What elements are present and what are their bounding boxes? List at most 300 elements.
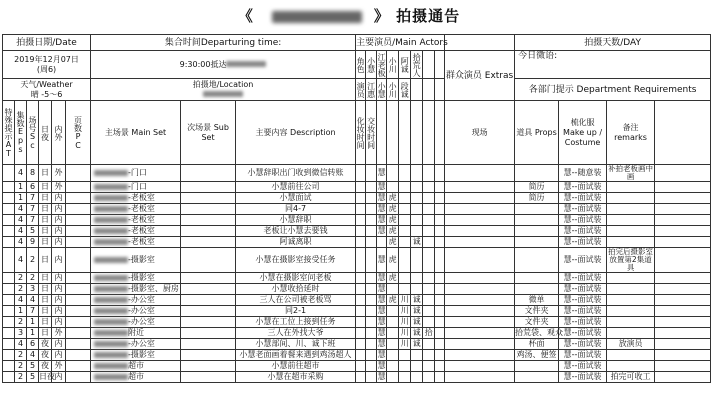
cell-episode: 1 [15,182,27,193]
cell-description: 小慧部间、川、诚下班 [236,339,356,350]
cell-description: 同4-7 [236,204,356,215]
cell-props [515,284,559,295]
cell-scene: 7 [27,204,39,215]
cell-props: 文件夹 [515,317,559,328]
cell-day-night: 夜 [39,339,52,350]
cell-int-ext: 内 [52,306,66,317]
cell-description: 小慧在超市采购 [236,372,356,383]
cell-actor-2 [387,317,399,328]
weather-cell [3,79,91,101]
cell-actor-5 [423,361,435,372]
cell-remarks [607,361,655,372]
redacted-set [94,319,128,325]
redacted-set [94,275,128,281]
cell-episode: 4 [15,215,27,226]
cell-actor-5 [423,306,435,317]
cell-description: 阿诚离职 [236,237,356,248]
cell-pages [66,204,91,215]
cell-actor-2: 虎 [388,237,397,246]
cell-actor-4 [411,193,423,204]
redacted-set [94,308,128,314]
set-text: -办公室 [128,295,155,304]
cell-blank [655,204,711,215]
cell-blank [655,328,711,339]
cell-makeup [356,328,366,339]
cell-special [3,273,15,284]
cell-actor-2 [387,339,399,350]
cell-day-night: 日 [39,317,52,328]
cell-description: 小慧前往公司 [236,182,356,193]
cell-int-ext: 内 [52,295,66,306]
cell-episode: 3 [15,328,27,339]
cell-actor-1: 慧 [377,182,386,191]
table-row [3,372,711,383]
cell-main-set [91,193,181,204]
table-row [3,165,711,182]
cell-actor-3 [399,248,411,273]
cell-episode: 1 [15,193,27,204]
actor-role: 角色 [356,51,366,79]
cell-special [3,182,15,193]
cell-actor-2 [387,328,399,339]
cell-main-set [91,248,181,273]
cell-int-ext: 外 [52,328,66,339]
cell-actor-5 [423,204,435,215]
cell-pages [66,306,91,317]
cell-props [515,215,559,226]
time-value-cell [91,51,356,79]
cell-day-night: 日 [39,295,52,306]
cell-actor-6 [435,248,445,273]
cell-blank [655,361,711,372]
mark-4: 段诚 [399,79,411,101]
cell-description: 同2-1 [236,306,356,317]
cell-ready [366,204,377,215]
table-row [3,317,711,328]
cell-props [515,165,559,182]
cell-actor-5 [423,339,435,350]
cell-actor-2 [387,165,399,182]
cell-remarks [607,215,655,226]
table-row [3,361,711,372]
cell-actor-5 [423,182,435,193]
schedule-grid [2,34,696,400]
weather-label: 天气/Weather [20,79,73,89]
redacted-set [94,286,128,292]
cell-actor-6 [435,226,445,237]
mark-3: 小川 [387,79,399,101]
cell-day-night: 日 [39,237,52,248]
cell-int-ext: 外 [52,182,66,193]
cell-extras [445,372,515,383]
set-text: -老板室 [128,204,155,213]
col-main-set: 主场景 Main Set [91,101,181,165]
cell-sub-set [181,204,236,215]
cell-actor-5 [423,226,435,237]
cell-description: 小慧在摄影室接受任务 [236,248,356,273]
cell-actor-6 [435,339,445,350]
cell-props [515,226,559,237]
cell-main-set [91,361,181,372]
cell-costume: 慧--面试装 [559,339,607,350]
col-costume: 梳化服 Make up / Costume [559,101,607,165]
cell-actor-5 [423,284,435,295]
cell-main-set [91,215,181,226]
cell-ready [366,295,377,306]
cell-actor-5: 拾 [424,328,433,337]
cell-episode: 4 [15,226,27,237]
cell-ready [366,193,377,204]
redacted-set [94,374,128,380]
cell-ready [366,350,377,361]
cell-main-set [91,182,181,193]
cell-remarks [607,317,655,328]
cell-actor-1: 慧 [377,306,386,315]
col-remarks: 备注 remarks [607,101,655,165]
cell-actor-4 [411,361,423,372]
cell-actor-6 [435,328,445,339]
table-row [3,350,711,361]
cell-ready [366,226,377,237]
cell-remarks [607,237,655,248]
cell-description: 小慧辞职出门收到微信转账 [236,165,356,182]
cell-makeup [356,182,366,193]
actor-3: 小川 [387,51,399,79]
cell-actor-2: 虎 [388,226,397,235]
cell-actor-3 [399,182,411,193]
set-text: 附近 [128,328,145,337]
cell-special [3,306,15,317]
cell-pages [66,317,91,328]
today-say: 今日微语: [515,51,711,79]
mark-2: 小慧 [377,79,387,101]
cell-sub-set [181,372,236,383]
cell-blank [655,350,711,361]
cell-actor-1: 慧 [377,372,386,381]
cell-props [515,248,559,273]
cell-ready [366,328,377,339]
cell-actor-4 [411,284,423,295]
cell-actor-1: 慧 [377,284,386,293]
cell-actor-4: 诚 [412,237,421,246]
cell-costume: 慧--面试装 [559,361,607,372]
title-right: 》 拍摄通告 [373,7,461,25]
cell-episode: 2 [15,273,27,284]
cell-props: 简历 [515,193,559,204]
table-row [3,226,711,237]
cell-int-ext: 内 [52,273,66,284]
cell-blank [655,237,711,248]
cell-remarks: 放演员 [607,339,655,350]
cell-int-ext: 外 [52,165,66,182]
cell-actor-1: 慧 [377,215,386,224]
cell-int-ext: 内 [52,226,66,237]
cell-extras [445,237,515,248]
cell-remarks: 拍完可收工 [607,372,655,383]
cell-description: 三人在外找大爷 [236,328,356,339]
cell-sub-set [181,182,236,193]
cell-actor-6 [435,306,445,317]
cell-main-set [91,165,181,182]
cell-remarks [607,328,655,339]
cell-actor-4 [411,273,423,284]
cell-makeup [356,317,366,328]
redacted-set [94,217,128,223]
cell-sub-set [181,361,236,372]
cell-day-night: 日 [39,215,52,226]
cell-makeup [356,306,366,317]
cell-actor-5 [423,273,435,284]
cell-actor-1 [377,237,387,248]
cell-actor-6 [435,237,445,248]
cell-blank [655,165,711,182]
cell-pages [66,237,91,248]
cell-int-ext: 内 [52,237,66,248]
cell-actor-3: 川 [400,306,409,315]
cell-actor-5 [423,295,435,306]
cell-ready [366,248,377,273]
cell-special [3,372,15,383]
cell-actor-4 [411,350,423,361]
cell-actor-5 [423,237,435,248]
cell-description: 小慧老面画着餐来遇到鸡汤超人 [236,350,356,361]
cell-actor-3 [399,273,411,284]
cell-remarks [607,350,655,361]
cell-main-set [91,226,181,237]
cell-actor-2 [387,350,399,361]
cell-blank [655,339,711,350]
cell-actor-5 [423,372,435,383]
col-props: 道具 Props [515,101,559,165]
cell-actor-6 [435,361,445,372]
cell-scene: 5 [27,361,39,372]
cell-pages [66,226,91,237]
cell-actor-3 [399,372,411,383]
cell-extras [445,328,515,339]
cell-day-night: 日 [39,182,52,193]
cell-sub-set [181,215,236,226]
cell-extras [445,226,515,237]
cell-int-ext: 内 [52,215,66,226]
cell-costume: 慧--面试装 [559,306,607,317]
cell-pages [66,361,91,372]
cell-actor-2 [387,182,399,193]
cell-extras [445,284,515,295]
cell-pages [66,328,91,339]
cell-ready [366,273,377,284]
cell-sub-set [181,193,236,204]
cell-props: 微单 [515,295,559,306]
cell-day-night: 日 [39,328,52,339]
time-value: 9:30:00抵达 [179,59,227,69]
set-text: 超市 [128,361,145,370]
cell-actor-6 [435,215,445,226]
sheet-title [0,0,698,34]
cell-main-set [91,284,181,295]
cell-scene: 7 [27,193,39,204]
cell-blank [655,215,711,226]
cell-special [3,248,15,273]
cell-props [515,237,559,248]
cell-description: 小慧在工位上接到任务 [236,317,356,328]
table-row [3,328,711,339]
cell-actor-5 [423,165,435,182]
cell-props: 简历 [515,182,559,193]
cell-actor-3 [399,350,411,361]
cell-description: 小慧前往超市 [236,361,356,372]
location-cell [91,79,356,101]
cell-day-night: 日 [39,306,52,317]
set-text: 超市 [128,372,145,381]
cell-extras [445,248,515,273]
cell-actor-3 [399,237,411,248]
cell-makeup [356,339,366,350]
cell-episode: 2 [15,317,27,328]
cell-remarks: 补拍老板画中画 [608,164,654,181]
redacted-set [94,257,128,263]
redacted-location [203,91,243,97]
cell-episode: 4 [15,248,27,273]
date-value: 2019年12月07日 [14,54,79,64]
cell-actor-1: 慧 [377,248,387,273]
cell-actor-1: 慧 [377,350,386,359]
cell-scene: 4 [27,295,39,306]
cell-pages [66,248,91,273]
cell-remarks [607,182,655,193]
cell-special [3,328,15,339]
cell-costume: 慧--面试装 [559,273,607,284]
cell-actor-3 [399,193,411,204]
cell-actor-6 [435,193,445,204]
cell-description: 小慧面试 [236,193,356,204]
table-row [3,215,711,226]
cell-costume: 慧--面试装 [559,248,607,273]
cell-actor-4: 诚 [412,295,421,304]
table-row [3,295,711,306]
cell-costume: 慧--面试装 [559,215,607,226]
cell-actor-1: 慧 [377,226,386,235]
cell-scene: 7 [27,215,39,226]
cell-actor-2: 虎 [388,273,397,282]
cell-day-night: 日 [39,226,52,237]
redacted-set [94,206,128,212]
cell-ready [366,284,377,295]
cell-remarks [607,193,655,204]
cell-actor-4 [411,204,423,215]
cell-actor-6 [435,284,445,295]
cell-actor-1: 慧 [377,295,386,304]
cell-special [3,193,15,204]
cell-actor-3 [399,361,411,372]
cell-actor-2 [387,372,399,383]
cell-remarks [607,226,655,237]
cell-main-set [91,237,181,248]
table-row [3,193,711,204]
cell-remarks [607,306,655,317]
cell-actor-2: 虎 [388,215,397,224]
cell-remarks: 拍完后摄影室放置第2集道具 [608,247,654,272]
cell-actor-3: 川 [400,328,409,337]
cell-costume: 慧--面试装 [559,372,607,383]
cell-day-night: 日夜 [39,372,55,381]
set-text: -老板室 [128,237,155,246]
cell-actor-3 [399,204,411,215]
col-pages: 页数PC [66,101,91,165]
col-scene: 场号Sc [27,101,39,165]
cell-blank [655,273,711,284]
cell-makeup [356,215,366,226]
cell-sub-set [181,226,236,237]
cell-ready [366,237,377,248]
cell-special [3,317,15,328]
set-text: -老板室 [128,193,155,202]
cell-actor-4: 诚 [412,339,421,348]
cell-actor-3: 川 [400,295,409,304]
cell-pages [66,339,91,350]
set-text: -摄影室 [128,273,155,282]
col-desc: 主要内容 Description [236,101,356,165]
cell-sub-set [181,237,236,248]
cell-scene: 5 [27,226,39,237]
cell-actor-5 [423,317,435,328]
col-ready-time: 交妆时间 [366,101,377,165]
cell-actor-6 [435,182,445,193]
cell-actor-5 [423,248,435,273]
set-text: -老板室 [128,215,155,224]
cell-description: 三人在公司被老板骂 [236,295,356,306]
set-text: -办公室 [128,339,155,348]
cell-ready [366,165,377,182]
cell-special [3,284,15,295]
cell-actor-4 [411,372,423,383]
cell-special [3,339,15,350]
cell-int-ext: 外 [52,361,66,372]
cell-int-ext: 内 [52,248,66,273]
cell-extras [445,193,515,204]
cell-special [3,204,15,215]
title-left-bracket: 《 [237,7,254,25]
cell-sub-set [181,273,236,284]
cell-costume: 慧--面试装 [559,350,607,361]
table-row [3,248,711,273]
redacted-set [94,228,128,234]
cell-special [3,361,15,372]
cell-special [3,237,15,248]
cell-day-night: 日 [39,284,52,295]
cell-props: 杯面 [515,339,559,350]
redacted-set [94,363,128,369]
cell-remarks [607,295,655,306]
cell-extras [445,295,515,306]
cell-extras [445,215,515,226]
cell-actor-2: 虎 [387,248,399,273]
redacted-set [94,297,128,303]
cell-actor-4 [411,182,423,193]
cell-main-set [91,317,181,328]
cell-int-ext: 内 [52,204,66,215]
cell-main-set [91,295,181,306]
cell-makeup [356,295,366,306]
date-cell [3,51,91,79]
cell-makeup [356,372,366,383]
cell-actor-3: 川 [400,317,409,326]
cell-actor-5 [423,215,435,226]
cell-ready [366,215,377,226]
cell-remarks [607,273,655,284]
cell-int-ext: 内 [52,350,66,361]
cell-costume: 慧--面试装 [559,204,607,215]
col-sub-set: 次场景 Sub Set [181,101,236,165]
